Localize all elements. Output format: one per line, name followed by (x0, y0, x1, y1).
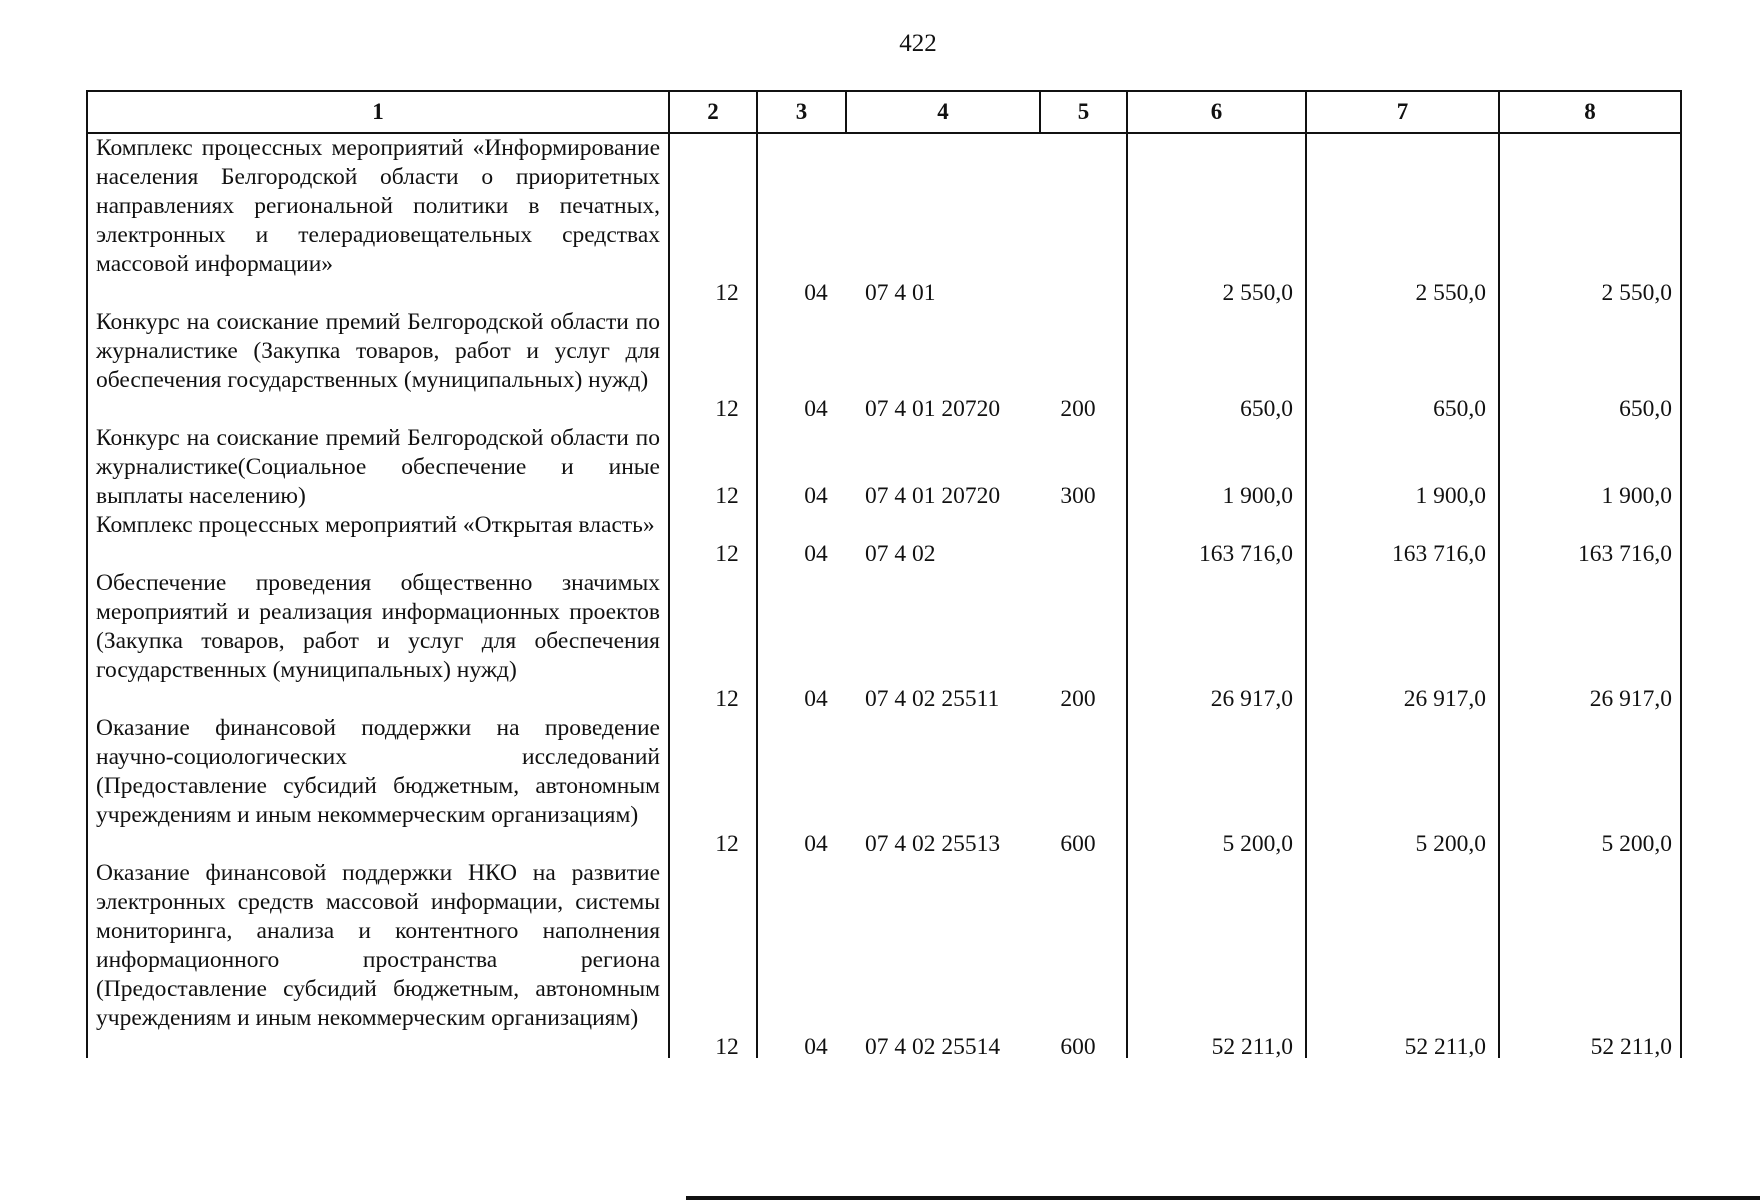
row-expense-type: 200 (1060, 686, 1096, 712)
row-section: 12 (715, 686, 739, 712)
row-amount-col7: 2 550,0 (1415, 280, 1486, 306)
header-col-8: 8 (1584, 99, 1596, 124)
row-amount-col6: 1 900,0 (1222, 483, 1293, 509)
row-subsection: 04 (804, 831, 828, 857)
row-amount-col6: 5 200,0 (1222, 831, 1293, 857)
header-col-1: 1 (372, 99, 384, 124)
row-description: Оказание финансовой поддержки НКО на развитие электронных средств массовой информации, системы мониторинга, анализа и контентного наполнения информационного пространства региона (Предоставление субсидий бюджетным, автономным учреждениям и иным некоммерческим организациям) (96, 860, 660, 1031)
row-target-article: 07 4 02 25511 (865, 686, 1000, 712)
row-amount-col8: 163 716,0 (1578, 541, 1672, 567)
budget-table (86, 90, 1682, 1058)
row-section: 12 (715, 1034, 739, 1060)
row-amount-col6: 163 716,0 (1199, 541, 1293, 567)
table-left-border (86, 90, 88, 1058)
col-divider-6 (1305, 90, 1307, 1058)
row-target-article: 07 4 02 (865, 541, 936, 567)
row-section: 12 (715, 831, 739, 857)
row-target-article: 07 4 01 (865, 280, 936, 306)
row-amount-col6: 650,0 (1240, 396, 1293, 422)
row-amount-col7: 163 716,0 (1392, 541, 1486, 567)
row-subsection: 04 (804, 483, 828, 509)
row-subsection: 04 (804, 541, 828, 567)
row-section: 12 (715, 396, 739, 422)
row-description: Обеспечение проведения общественно значимых мероприятий и реализация информационных проектов (Закупка товаров, работ и услуг для обеспечения государственных (муниципальных) нужд) (96, 570, 660, 683)
header-col-4: 4 (937, 99, 949, 124)
row-expense-type: 200 (1060, 396, 1096, 422)
col-divider-1 (668, 90, 670, 1058)
row-subsection: 04 (804, 686, 828, 712)
col-divider-2 (756, 90, 758, 1058)
row-amount-col6: 2 550,0 (1222, 280, 1293, 306)
row-section: 12 (715, 541, 739, 567)
row-amount-col8: 2 550,0 (1601, 280, 1672, 306)
scan-edge-rule (686, 1196, 1760, 1200)
row-amount-col6: 52 211,0 (1211, 1034, 1293, 1060)
page-number: 422 (899, 30, 937, 57)
row-description: Оказание финансовой поддержки на проведение научно-социологических исследований (Предоставление субсидий бюджетным, автономным учреждениям и иным некоммерческим организациям) (96, 715, 660, 828)
row-subsection: 04 (804, 1034, 828, 1060)
row-amount-col7: 52 211,0 (1404, 1034, 1486, 1060)
row-expense-type: 600 (1060, 1034, 1096, 1060)
row-amount-col7: 26 917,0 (1403, 686, 1486, 712)
row-amount-col6: 26 917,0 (1210, 686, 1293, 712)
header-col-2: 2 (707, 99, 719, 124)
row-target-article: 07 4 01 20720 (865, 396, 1001, 422)
row-amount-col8: 26 917,0 (1589, 686, 1672, 712)
row-subsection: 04 (804, 280, 828, 306)
row-amount-col8: 52 211,0 (1590, 1034, 1672, 1060)
col-divider-7 (1498, 90, 1500, 1058)
header-col-3: 3 (795, 99, 808, 124)
row-target-article: 07 4 01 20720 (865, 483, 1001, 509)
header-col-5: 5 (1077, 99, 1090, 124)
row-amount-col7: 5 200,0 (1415, 831, 1486, 857)
row-amount-col7: 650,0 (1433, 396, 1486, 422)
row-expense-type: 300 (1060, 483, 1096, 509)
row-amount-col7: 1 900,0 (1415, 483, 1486, 509)
row-description: Комплекс процессных мероприятий «Открытая власть» (96, 512, 655, 538)
row-amount-col8: 1 900,0 (1601, 483, 1672, 509)
row-amount-col8: 650,0 (1619, 396, 1672, 422)
row-description: Конкурс на соискание премий Белгородской области по журналистике(Социальное обеспечение и иные выплаты населению) (96, 425, 660, 509)
row-section: 12 (715, 483, 739, 509)
row-target-article: 07 4 02 25513 (865, 831, 1001, 857)
header-col-7: 7 (1396, 99, 1409, 124)
row-section: 12 (715, 280, 739, 306)
header-col-6: 6 (1210, 99, 1223, 124)
row-description: Конкурс на соискание премий Белгородской области по журналистике (Закупка товаров, работ и услуг для обеспечения государственных (муниципальных) нужд) (96, 309, 660, 393)
col-divider-5 (1126, 90, 1128, 1058)
table-right-border (1680, 90, 1682, 1058)
row-subsection: 04 (804, 396, 828, 422)
row-description: Комплекс процессных мероприятий «Информирование населения Белгородской области о приоритетных направлениях региональной политики в печатных, электронных и телерадиовещательных средствах массовой информации» (96, 135, 660, 277)
row-amount-col8: 5 200,0 (1601, 831, 1672, 857)
row-expense-type: 600 (1060, 831, 1096, 857)
row-target-article: 07 4 02 25514 (865, 1034, 1001, 1060)
